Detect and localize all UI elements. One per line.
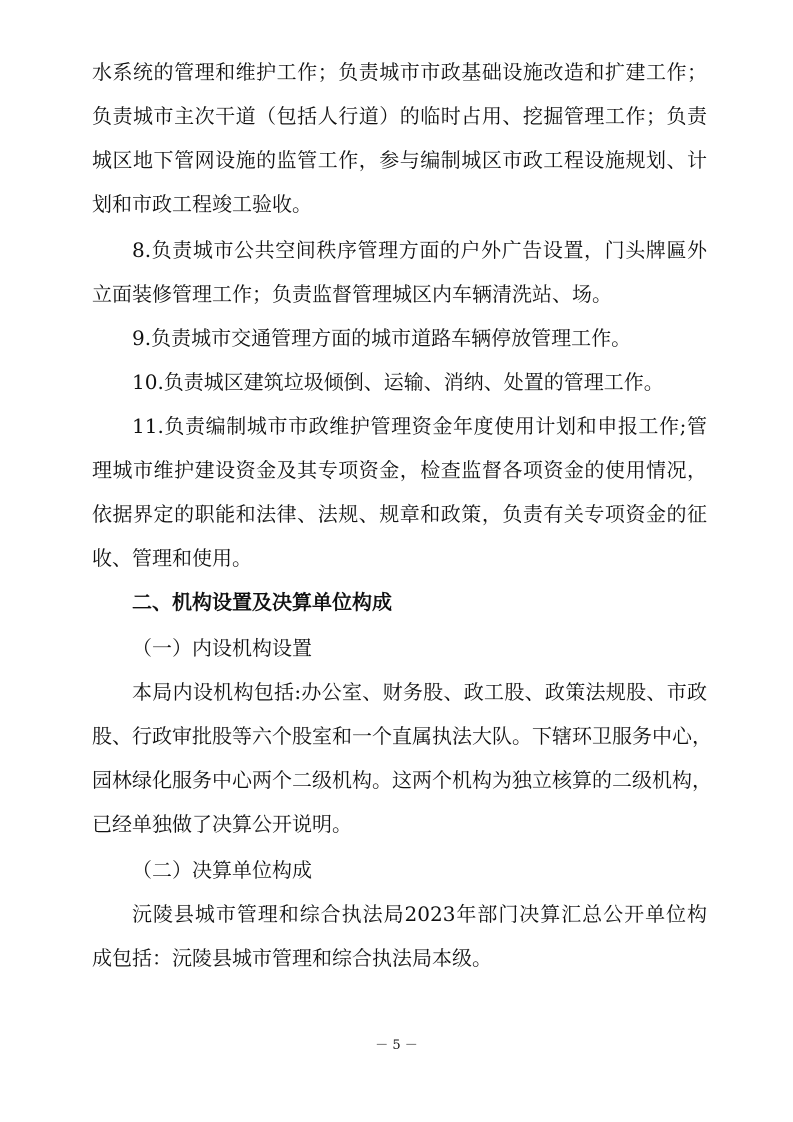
paragraph-line: 城区地下管网设施的监管工作，参与编制城区市政工程设施规划、计: [92, 148, 707, 172]
section-heading: 二、机构设置及决算单位构成: [132, 590, 392, 614]
paragraph-line: 园林绿化服务中心两个二级机构。这两个机构为独立核算的二级机构，: [92, 768, 712, 792]
item-9-line: 9.负责城市交通管理方面的城市道路车辆停放管理工作。: [132, 326, 632, 350]
paragraph-line: 划和市政工程竣工验收。: [92, 192, 312, 216]
paragraph-line: 水系统的管理和维护工作；负责城市市政基础设施改造和扩建工作；: [92, 60, 707, 84]
paragraph-line: 本局内设机构包括:办公室、财务股、政工股、政策法规股、市政: [132, 680, 707, 704]
paragraph-line: 股、行政审批股等六个股室和一个直属执法大队。下辖环卫服务中心，: [92, 724, 712, 748]
item-11-line: 理城市维护建设资金及其专项资金，检查监督各项资金的使用情况，: [92, 458, 707, 482]
paragraph-line: 沅陵县城市管理和综合执法局2023年部门决算汇总公开单位构: [132, 902, 707, 926]
subsection-heading: （二）决算单位构成: [132, 858, 312, 882]
paragraph-line: 负责城市主次干道（包括人行道）的临时占用、挖掘管理工作；负责: [92, 104, 707, 128]
item-11-line: 收、管理和使用。: [92, 546, 252, 570]
item-8-line: 立面装修管理工作；负责监督管理城区内车辆清洗站、场。: [92, 282, 612, 306]
item-10-line: 10.负责城区建筑垃圾倾倒、运输、消纳、处置的管理工作。: [132, 370, 664, 394]
page-number: － 5 －: [375, 1038, 418, 1053]
item-11-line: 11.负责编制城市市政维护管理资金年度使用计划和申报工作;管: [132, 414, 707, 438]
subsection-heading: （一）内设机构设置: [132, 636, 312, 660]
paragraph-line: 已经单独做了决算公开说明。: [92, 812, 352, 836]
item-11-line: 依据界定的职能和法律、法规、规章和政策，负责有关专项资金的征: [92, 502, 707, 526]
paragraph-line: 成包括：沅陵县城市管理和综合执法局本级。: [92, 946, 492, 970]
item-8-line: 8.负责城市公共空间秩序管理方面的户外广告设置，门头牌匾外: [132, 238, 707, 262]
